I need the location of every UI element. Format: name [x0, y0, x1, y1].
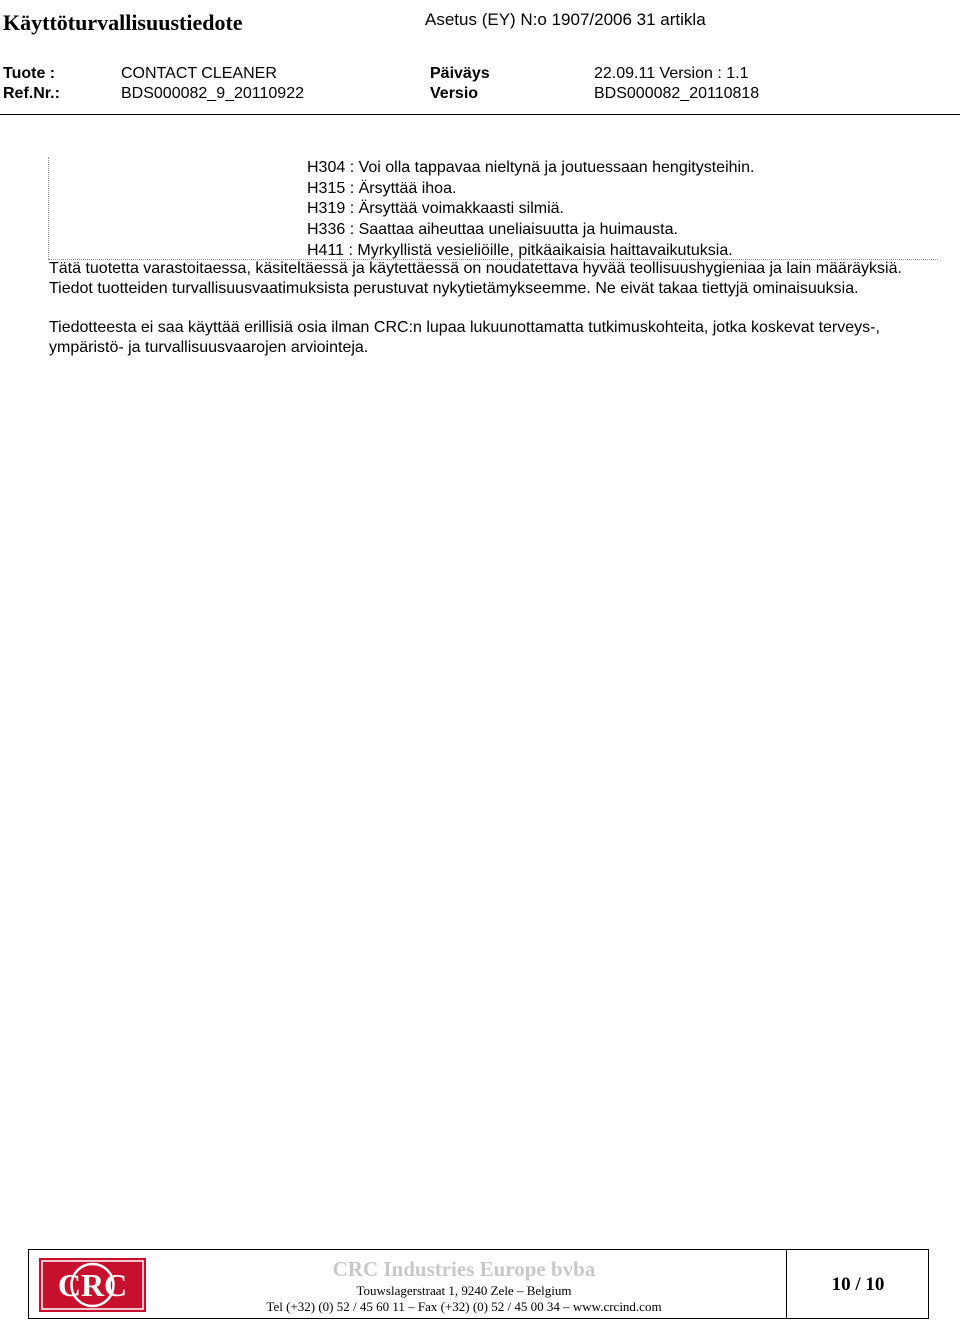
- version-label: Versio: [430, 85, 479, 102]
- date-label: Päiväys: [430, 65, 490, 82]
- hazard-statement: H315 : Ärsyttää ihoa.: [307, 179, 457, 197]
- usage-restriction-paragraph: Tiedotteesta ei saa käyttää erillisiä osia ilman CRC:n lupaa lukuunottamatta tutkimuskohteita, jotka koskevat terveys-, ympäristö- ja turvallisuusvaarojen arviointeja.: [49, 319, 880, 356]
- header-rule: [0, 114, 960, 115]
- ref-label: Ref.Nr.:: [3, 85, 60, 102]
- company-contact: Tel (+32) (0) 52 / 45 60 11 – Fax (+32) (0) 52 / 45 00 34 – www.crcind.com: [266, 1299, 662, 1314]
- company-name: CRC Industries Europe bvba: [332, 1257, 596, 1281]
- hazard-statement: H319 : Ärsyttää voimakkaasti silmiä.: [307, 200, 564, 218]
- product-value: CONTACT CLEANER: [121, 65, 277, 82]
- table-border-left: [48, 157, 49, 259]
- hazard-statement-list: [307, 158, 754, 262]
- hazard-statement: H411 : Myrkyllistä vesieliöille, pitkäaikaisia haittavaikutuksia.: [307, 241, 733, 259]
- hazard-statement: H304 : Voi olla tappavaa nieltynä ja joutuessaan hengitysteihin.: [307, 159, 755, 176]
- crc-logo: [39, 1258, 146, 1312]
- date-value: 22.09.11 Version : 1.1: [594, 65, 749, 82]
- hazard-statement: H336 : Saattaa aiheuttaa uneliaisuutta ja huimausta.: [307, 221, 678, 239]
- ref-value: BDS000082_9_20110922: [121, 85, 304, 102]
- industrial-hygiene-paragraph: Tätä tuotetta varastoitaessa, käsiteltäessä ja käytettäessä on noudatettava hyvää teollisuushygieniaa ja lain määräyksiä. Tiedot tuotteiden turvallisuusvaatimuksista perustuvat nykytietämykseemme. Ne eivät takaa tiettyjä ominaisuuksia.: [49, 260, 902, 297]
- page-number: 10 / 10: [831, 1274, 885, 1295]
- regulation-reference: Asetus (EY) N:o 1907/2006 31 artikla: [425, 10, 706, 29]
- product-label: Tuote :: [3, 65, 56, 82]
- crc-logo-text: CRC: [57, 1267, 128, 1303]
- company-address: Touwslagerstraat 1, 9240 Zele – Belgium: [356, 1283, 572, 1298]
- page-footer: [28, 1249, 929, 1319]
- version-value: BDS000082_20110818: [594, 85, 760, 102]
- document-title: Käyttöturvallisuustiedote: [3, 10, 243, 35]
